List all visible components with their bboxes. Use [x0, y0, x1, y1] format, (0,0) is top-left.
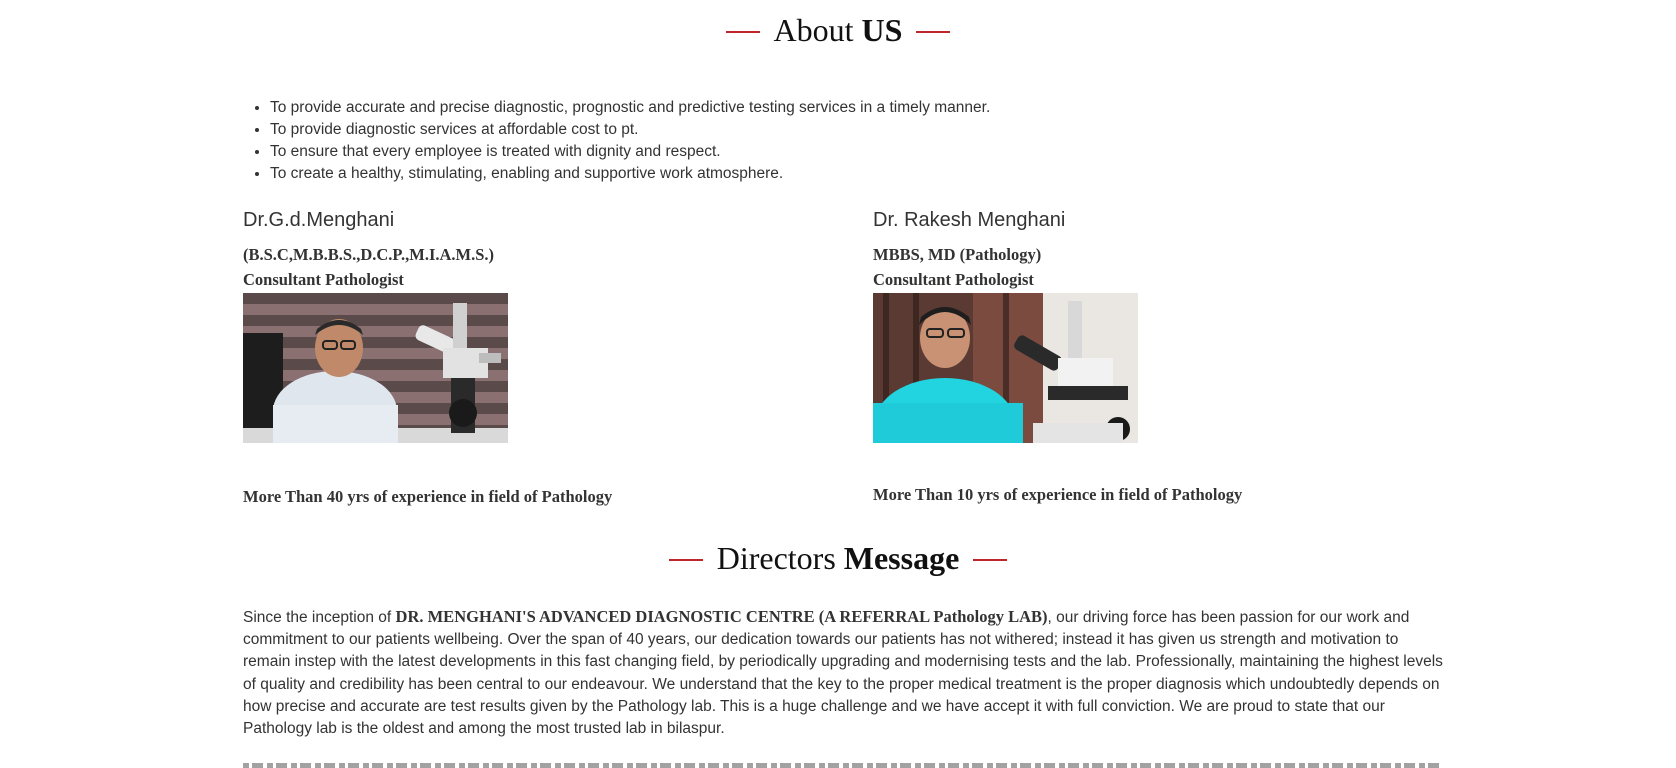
doctor-qualification: MBBS, MD (Pathology) — [873, 245, 1042, 264]
doctor-name: Dr. Rakesh Menghani — [873, 209, 1066, 231]
doctor-qualification: (B.S.C,M.B.B.S.,D.C.P.,M.I.A.M.S.) — [243, 245, 495, 264]
doctor-photo-illustration — [243, 293, 508, 443]
directors-message-heading — [0, 536, 1676, 580]
goals-list — [250, 97, 990, 185]
directors-title-bold: Message — [843, 540, 960, 576]
goal-item: • To provide accurate and precise diagnostic, prognostic and predictive testing services in a timely manner. — [270, 97, 990, 119]
lab-name: DR. MENGHANI'S ADVANCED DIAGNOSTIC CENTRE (A REFERRAL Pathology LAB) — [395, 607, 1048, 626]
heading-dash-right — [973, 559, 1007, 561]
doctor-photo — [243, 293, 508, 443]
doctor-card-gd-menghani — [243, 206, 763, 443]
goal-item: • To create a healthy, stimulating, enabling and supportive work atmosphere. — [270, 163, 990, 185]
heading-dash-left — [726, 31, 760, 33]
directors-message-continued-clipped — [243, 760, 1443, 768]
doctor-card-rakesh-menghani — [873, 206, 1393, 443]
doctor-role: Consultant Pathologist — [243, 270, 404, 289]
message-body: , our driving force has been passion for our work and commitment to our patients wellbeing. Over the span of 40 years, our dedication towards our patients has not withered; instead it has given us strength and motivation to remain instep with the latest developments in this fast changing field, by periodically upgrading and modernising tests and the lab. Professionally, maintaining the highest levels of quality and credibility has been central to our endeavour. We understand that the key to the proper medical treatment is the proper diagnosis which undoubtedly depends on how precise and accurate are test results given by the Pathology lab. This is a huge challenge and we have accept it with full conviction. We are proud to state that our Pathology lab is the oldest and among the most trusted lab in bilaspur. — [243, 609, 1443, 738]
clipped-text-line — [243, 763, 1443, 768]
doctor-experience: More Than 10 yrs of experience in field of Pathology — [873, 484, 1243, 504]
directors-title-normal: Directors — [716, 540, 836, 576]
about-title-bold: US — [861, 12, 903, 48]
doctor-photo — [873, 293, 1138, 443]
goal-item: • To provide diagnostic services at affordable cost to pt. — [270, 119, 990, 141]
goal-item: • To ensure that every employee is treated with dignity and respect. — [270, 141, 990, 163]
doctor-photo-illustration — [873, 293, 1138, 443]
about-title-normal: About — [773, 12, 854, 48]
message-intro: Since the inception of — [243, 609, 396, 626]
doctor-experience: More Than 40 yrs of experience in field of Pathology — [243, 486, 613, 506]
about-us-heading — [0, 8, 1676, 52]
heading-dash-right — [916, 31, 950, 33]
doctor-role: Consultant Pathologist — [873, 270, 1034, 289]
doctor-name: Dr.G.d.Menghani — [243, 209, 395, 231]
heading-dash-left — [669, 559, 703, 561]
directors-message-text — [243, 606, 1443, 740]
